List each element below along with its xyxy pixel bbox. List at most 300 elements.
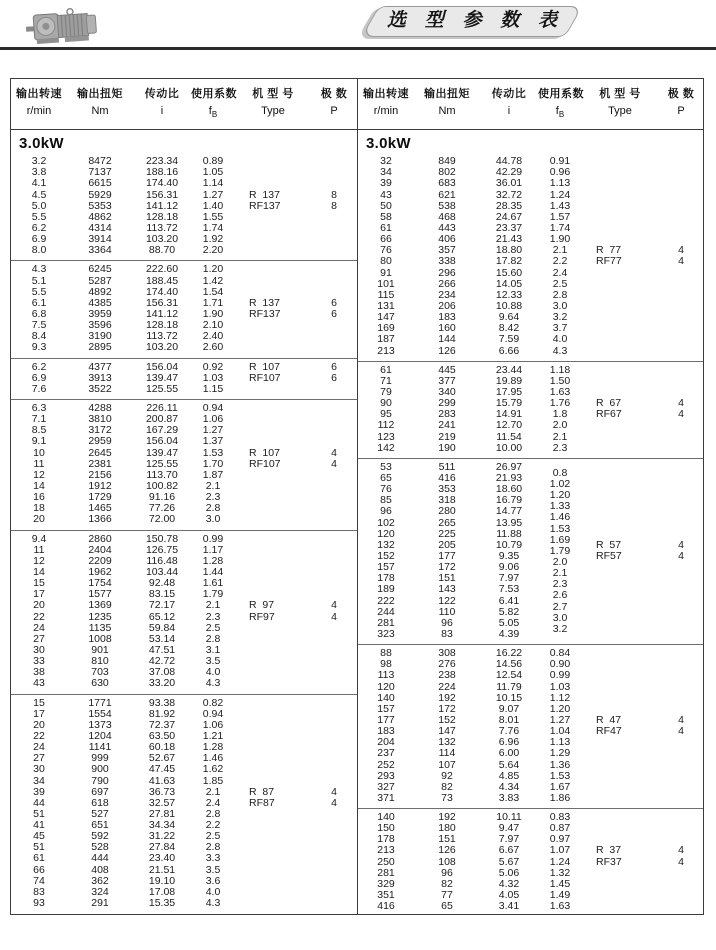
table-row xyxy=(358,879,703,890)
cell-model-type xyxy=(235,492,311,503)
cell-ratio: 156.31 xyxy=(145,188,179,201)
table-row xyxy=(358,212,703,223)
ratio-group xyxy=(11,260,357,357)
cell-output-speed: 24 xyxy=(33,741,45,754)
cell-poles xyxy=(658,443,703,454)
column-header-unit: P xyxy=(330,105,338,117)
cell-model-type: R 47 xyxy=(596,713,622,726)
cell-ratio: 32.72 xyxy=(495,188,523,201)
cell-ratio: 28.35 xyxy=(495,199,523,212)
cell-service-factor: 1.53 xyxy=(549,522,571,535)
cell-service-factor: 1.86 xyxy=(549,791,571,804)
cell-poles xyxy=(658,212,703,223)
cell-ratio: 8.01 xyxy=(498,713,520,726)
table-row xyxy=(358,726,703,737)
cell-output-torque: 324 xyxy=(91,885,109,898)
cell-poles xyxy=(311,212,357,223)
cell-ratio: 63.50 xyxy=(148,729,176,742)
cell-output-torque: 83 xyxy=(441,627,453,640)
cell-poles: 4 xyxy=(331,796,337,809)
table-row xyxy=(11,320,357,331)
cell-output-speed: 24 xyxy=(33,621,45,634)
cell-poles xyxy=(658,823,703,834)
cell-model-type xyxy=(235,414,311,425)
cell-output-speed: 76 xyxy=(380,244,392,257)
cell-output-torque: 377 xyxy=(438,374,456,387)
table-row xyxy=(358,376,703,387)
cell-output-speed: 98 xyxy=(380,658,392,671)
cell-output-speed: 58 xyxy=(380,210,392,223)
cell-poles xyxy=(658,506,703,517)
cell-poles xyxy=(658,879,703,890)
table-row xyxy=(11,876,357,887)
cell-service-factor: 0.83 xyxy=(549,811,571,824)
cell-service-factor: 2.5 xyxy=(552,277,568,290)
cell-model-type xyxy=(582,462,658,473)
table-row xyxy=(358,409,703,420)
cell-service-factor: 2.1 xyxy=(205,785,221,798)
cell-output-speed: 33 xyxy=(33,655,45,668)
cell-ratio: 113.72 xyxy=(146,222,178,235)
cell-service-factor: 4.3 xyxy=(552,344,568,357)
cell-model-type xyxy=(582,682,658,693)
cell-poles: 8 xyxy=(331,188,337,201)
cell-model-type xyxy=(582,223,658,234)
cell-output-speed: 20 xyxy=(33,718,45,731)
cell-output-torque: 4892 xyxy=(88,285,112,298)
cell-output-speed: 4.1 xyxy=(31,177,47,190)
cell-ratio: 6.00 xyxy=(498,747,520,760)
cell-ratio: 47.51 xyxy=(148,643,176,656)
cell-output-torque: 110 xyxy=(438,605,456,618)
cell-output-speed: 50 xyxy=(380,199,392,212)
column-header-unit: $f_B$ xyxy=(555,105,565,120)
cell-output-torque: 180 xyxy=(438,822,456,835)
cell-service-factor: 3.0 xyxy=(552,300,568,313)
cell-output-torque: 4862 xyxy=(88,210,112,223)
cell-ratio: 6.66 xyxy=(498,344,520,357)
table-row xyxy=(11,678,357,689)
cell-ratio: 156.04 xyxy=(145,360,179,373)
cell-output-torque: 318 xyxy=(438,494,456,507)
cell-model-type xyxy=(582,212,658,223)
cell-ratio: 14.56 xyxy=(495,658,523,671)
column-header-label: 输出扭矩 xyxy=(77,88,123,100)
table-row xyxy=(358,178,703,189)
column-header-label: 输出转速 xyxy=(363,88,409,100)
cell-model-type xyxy=(582,879,658,890)
cell-output-speed: 51 xyxy=(33,841,45,854)
cell-service-factor: 2.0 xyxy=(552,419,568,432)
column-header xyxy=(235,86,311,123)
cell-model-type xyxy=(582,323,658,334)
cell-service-factor: 0.99 xyxy=(549,669,571,682)
table-row xyxy=(358,760,703,771)
table-row xyxy=(11,414,357,425)
cell-service-factor: 1.03 xyxy=(202,371,224,384)
cell-output-torque: 65 xyxy=(441,900,453,913)
cell-model-type xyxy=(235,731,311,742)
cell-ratio: 188.16 xyxy=(145,166,179,179)
cell-model-type xyxy=(582,506,658,517)
cell-output-speed: 101 xyxy=(377,277,395,290)
cell-output-torque: 901 xyxy=(91,643,109,656)
cell-service-factor: 1.76 xyxy=(549,397,571,410)
cell-service-factor: 2.1 xyxy=(205,599,221,612)
cell-output-torque: 276 xyxy=(438,658,456,671)
table-row xyxy=(358,834,703,845)
cell-model-type xyxy=(582,670,658,681)
cell-poles xyxy=(311,578,357,589)
table-row xyxy=(358,365,703,376)
table-row xyxy=(11,156,357,167)
cell-ratio: 77.26 xyxy=(148,502,176,515)
cell-service-factor: 2.1 xyxy=(552,430,568,443)
cell-ratio: 81.92 xyxy=(148,707,176,720)
table-body xyxy=(11,130,703,914)
cell-model-type: RF137 xyxy=(249,308,281,321)
cell-poles xyxy=(311,634,357,645)
cell-output-torque: 73 xyxy=(441,791,453,804)
cell-ratio: 14.77 xyxy=(495,505,523,518)
cell-service-factor: 1.03 xyxy=(549,680,571,693)
cell-model-type xyxy=(235,764,311,775)
cell-model-type xyxy=(582,737,658,748)
table-header-left xyxy=(11,79,357,129)
cell-ratio: 226.11 xyxy=(146,402,178,414)
cell-output-torque: 1235 xyxy=(88,610,112,623)
cell-output-speed: 113 xyxy=(377,669,395,682)
cell-model-type xyxy=(582,793,658,804)
cell-output-torque: 107 xyxy=(438,758,456,771)
table-row xyxy=(11,448,357,459)
cell-ratio: 4.05 xyxy=(498,889,520,902)
cell-service-factor: 1.42 xyxy=(202,274,224,287)
cell-poles: 4 xyxy=(678,855,684,868)
cell-service-factor: 2.2 xyxy=(552,255,568,268)
cell-ratio: 10.00 xyxy=(495,441,523,454)
cell-output-speed: 15 xyxy=(33,696,45,709)
cell-service-factor: 0.84 xyxy=(549,647,571,660)
cell-service-factor: 0.94 xyxy=(202,707,224,720)
cell-service-factor: 1.63 xyxy=(549,900,571,913)
cell-model-type xyxy=(235,865,311,876)
cell-ratio: 12.54 xyxy=(495,669,523,682)
cell-model-type xyxy=(582,432,658,443)
cell-service-factor: 0.99 xyxy=(202,532,224,545)
cell-model-type xyxy=(235,809,311,820)
cell-ratio: 33.20 xyxy=(148,677,176,690)
cell-poles xyxy=(658,201,703,212)
cell-service-factor: 1.63 xyxy=(549,386,571,398)
cell-model-type: R 67 xyxy=(596,397,622,410)
cell-poles xyxy=(311,667,357,678)
cell-ratio: 4.85 xyxy=(498,769,520,782)
cell-output-torque: 416 xyxy=(438,471,456,484)
cell-model-type xyxy=(235,276,311,287)
column-header-label: 机 型 号 xyxy=(599,88,641,100)
cell-poles xyxy=(658,748,703,759)
cell-poles xyxy=(311,764,357,775)
cell-output-torque: 900 xyxy=(91,763,109,776)
cell-model-type xyxy=(235,223,311,234)
cell-service-factor: 0.91 xyxy=(549,155,571,168)
cell-output-torque: 790 xyxy=(91,774,109,787)
cell-output-speed: 150 xyxy=(377,822,395,835)
cell-output-torque: 810 xyxy=(91,655,109,668)
cell-poles xyxy=(658,323,703,334)
cell-ratio: 200.87 xyxy=(145,413,179,426)
cell-output-speed: 45 xyxy=(33,830,45,843)
cell-model-type xyxy=(582,365,658,376)
cell-service-factor: 2.1 xyxy=(552,567,568,580)
table-row xyxy=(11,600,357,611)
table-row xyxy=(11,776,357,787)
cell-ratio: 19.89 xyxy=(495,374,523,387)
cell-output-speed: 416 xyxy=(377,900,395,913)
cell-service-factor: 3.2 xyxy=(552,622,568,635)
cell-output-speed: 177 xyxy=(377,713,395,726)
cell-service-factor: 1.33 xyxy=(549,500,571,513)
cell-model-type xyxy=(235,556,311,567)
cell-output-torque: 96 xyxy=(441,866,453,879)
cell-output-speed: 11 xyxy=(33,457,45,470)
table-row xyxy=(11,809,357,820)
cell-output-torque: 6615 xyxy=(88,177,112,190)
cell-model-type xyxy=(235,156,311,167)
cell-ratio: 88.70 xyxy=(148,244,176,257)
cell-poles xyxy=(311,567,357,578)
cell-poles xyxy=(658,618,703,629)
cell-output-speed: 10 xyxy=(33,446,45,459)
cell-service-factor: 1.28 xyxy=(202,554,224,567)
cell-output-speed: 79 xyxy=(380,386,392,398)
table-row xyxy=(11,514,357,525)
cell-output-speed: 83 xyxy=(33,885,45,898)
cell-output-speed: 66 xyxy=(380,233,392,246)
cell-poles xyxy=(311,503,357,514)
cell-output-speed: 147 xyxy=(377,311,395,324)
cell-ratio: 47.45 xyxy=(148,763,176,776)
cell-model-type xyxy=(235,709,311,720)
cell-poles xyxy=(658,901,703,912)
cell-output-speed: 8.0 xyxy=(31,244,47,257)
table-row xyxy=(11,167,357,178)
cell-output-speed: 17 xyxy=(33,707,45,720)
cell-output-speed: 157 xyxy=(377,561,395,574)
cell-poles xyxy=(311,534,357,545)
cell-service-factor: 1.28 xyxy=(202,741,224,754)
cell-poles xyxy=(311,753,357,764)
cell-ratio: 21.93 xyxy=(495,471,523,484)
cell-output-torque: 618 xyxy=(91,796,109,809)
cell-output-torque: 406 xyxy=(438,233,456,246)
cell-output-speed: 14 xyxy=(33,565,45,578)
cell-ratio: 7.97 xyxy=(498,833,520,846)
cell-poles xyxy=(311,876,357,887)
cell-output-speed: 123 xyxy=(377,430,395,443)
cell-output-speed: 140 xyxy=(377,811,395,824)
cell-poles xyxy=(311,698,357,709)
cell-model-type xyxy=(235,876,311,887)
table-row xyxy=(358,648,703,659)
cell-poles: 4 xyxy=(678,713,684,726)
ratio-group xyxy=(358,361,703,458)
cell-output-torque: 108 xyxy=(438,855,456,868)
gearmotor-photo-icon xyxy=(24,4,108,50)
cell-ratio: 60.18 xyxy=(148,741,176,754)
cell-ratio: 72.00 xyxy=(148,513,176,526)
cell-output-speed: 329 xyxy=(377,877,395,890)
cell-output-speed: 32 xyxy=(380,155,392,168)
cell-model-type xyxy=(235,698,311,709)
cell-output-speed: 6.2 xyxy=(31,360,47,373)
cell-poles xyxy=(658,812,703,823)
column-header-unit: r/min xyxy=(373,105,399,117)
table-row xyxy=(358,693,703,704)
cell-output-speed: 8.4 xyxy=(31,330,47,343)
cell-output-torque: 299 xyxy=(438,397,456,410)
cell-output-torque: 3522 xyxy=(88,382,112,395)
cell-service-factor: 1.07 xyxy=(549,844,571,857)
cell-model-type xyxy=(235,503,311,514)
cell-output-torque: 3190 xyxy=(88,330,112,343)
cell-service-factor: 2.6 xyxy=(552,589,568,602)
column-header xyxy=(538,86,582,123)
cell-model-type xyxy=(235,436,311,447)
cell-service-factor: 2.8 xyxy=(205,841,221,854)
cell-model-type xyxy=(582,473,658,484)
cell-poles xyxy=(311,709,357,720)
cell-model-type xyxy=(582,167,658,178)
cell-model-type xyxy=(235,320,311,331)
cell-output-torque: 2381 xyxy=(88,457,112,470)
cell-model-type xyxy=(582,868,658,879)
cell-output-torque: 219 xyxy=(438,430,456,443)
cell-poles xyxy=(311,720,357,731)
cell-model-type xyxy=(582,760,658,771)
cell-output-speed: 6.8 xyxy=(31,308,47,321)
cell-ratio: 42.72 xyxy=(148,655,176,668)
table-left-half xyxy=(11,130,357,914)
cell-model-type: RF67 xyxy=(596,408,622,421)
cell-poles xyxy=(658,495,703,506)
cell-service-factor: 1.32 xyxy=(549,866,571,879)
cell-ratio: 32.57 xyxy=(148,796,176,809)
cell-poles xyxy=(311,384,357,395)
table-row xyxy=(11,425,357,436)
cell-service-factor: 1.20 xyxy=(549,489,571,502)
cell-output-torque: 2404 xyxy=(88,543,112,556)
cell-output-torque: 445 xyxy=(438,363,456,376)
cell-model-type xyxy=(235,470,311,481)
cell-ratio: 23.37 xyxy=(495,222,523,235)
cell-ratio: 72.37 xyxy=(148,718,176,731)
cell-service-factor: 2.20 xyxy=(202,244,224,257)
cell-output-speed: 178 xyxy=(377,833,395,846)
table-row xyxy=(358,629,703,640)
cell-poles xyxy=(311,234,357,245)
cell-service-factor: 1.24 xyxy=(549,188,571,201)
cell-service-factor: 3.0 xyxy=(552,611,568,624)
cell-ratio: 128.18 xyxy=(145,319,179,332)
cell-service-factor: 2.2 xyxy=(205,819,221,832)
cell-service-factor: 1.85 xyxy=(202,774,224,787)
cell-model-type: RF107 xyxy=(249,371,281,384)
column-header-unit: $f_B$ xyxy=(208,105,218,120)
cell-ratio: 41.63 xyxy=(148,774,176,787)
column-header-label: 机 型 号 xyxy=(252,88,294,100)
cell-output-speed: 20 xyxy=(33,599,45,612)
table-row xyxy=(11,742,357,753)
cell-poles: 4 xyxy=(678,725,684,738)
cell-ratio: 12.33 xyxy=(495,288,523,301)
cell-ratio: 3.83 xyxy=(498,791,520,804)
cell-model-type xyxy=(582,659,658,670)
cell-output-torque: 443 xyxy=(438,222,456,235)
cell-output-torque: 114 xyxy=(438,747,456,760)
cell-model-type xyxy=(235,887,311,898)
cell-model-type: RF47 xyxy=(596,725,622,738)
cell-model-type xyxy=(582,334,658,345)
cell-poles xyxy=(658,301,703,312)
header-rule xyxy=(0,47,716,50)
cell-model-type xyxy=(582,823,658,834)
cell-output-speed: 213 xyxy=(377,344,395,357)
cell-output-speed: 183 xyxy=(377,725,395,738)
table-row xyxy=(358,234,703,245)
cell-poles xyxy=(658,432,703,443)
cell-output-torque: 362 xyxy=(91,874,109,887)
cell-model-type xyxy=(235,545,311,556)
cell-model-type xyxy=(582,748,658,759)
cell-output-speed: 65 xyxy=(380,471,392,484)
cell-poles xyxy=(311,156,357,167)
cell-ratio: 34.34 xyxy=(148,819,176,832)
ratio-group xyxy=(11,358,357,399)
table-row xyxy=(11,656,357,667)
cell-model-type xyxy=(582,443,658,454)
table-row xyxy=(358,682,703,693)
cell-service-factor: 4.0 xyxy=(205,885,221,898)
cell-service-factor: 1.04 xyxy=(549,725,571,738)
table-row xyxy=(358,670,703,681)
cell-output-speed: 27 xyxy=(33,752,45,765)
cell-ratio: 139.47 xyxy=(145,371,179,384)
cell-output-speed: 204 xyxy=(377,736,395,749)
cell-ratio: 17.08 xyxy=(148,885,176,898)
cell-service-factor: 3.0 xyxy=(205,513,221,526)
cell-service-factor: 1.12 xyxy=(549,691,571,704)
cell-ratio: 11.88 xyxy=(496,527,522,540)
table-row xyxy=(358,420,703,431)
cell-model-type xyxy=(582,290,658,301)
column-header-unit: P xyxy=(677,105,685,117)
cell-poles xyxy=(658,268,703,279)
cell-output-torque: 8472 xyxy=(88,155,112,168)
cell-ratio: 174.40 xyxy=(145,285,179,298)
cell-model-type xyxy=(235,481,311,492)
cell-poles: 6 xyxy=(331,296,337,309)
table-row xyxy=(11,190,357,201)
cell-output-torque: 266 xyxy=(438,277,456,290)
power-rating-heading: 3.0kW xyxy=(366,135,411,153)
cell-ratio: 7.53 xyxy=(498,583,520,596)
cell-model-type: RF77 xyxy=(596,255,622,268)
cell-service-factor: 1.20 xyxy=(549,702,571,715)
column-header-label: 使用系数 xyxy=(538,88,584,100)
cell-service-factor: 1.20 xyxy=(202,263,224,276)
